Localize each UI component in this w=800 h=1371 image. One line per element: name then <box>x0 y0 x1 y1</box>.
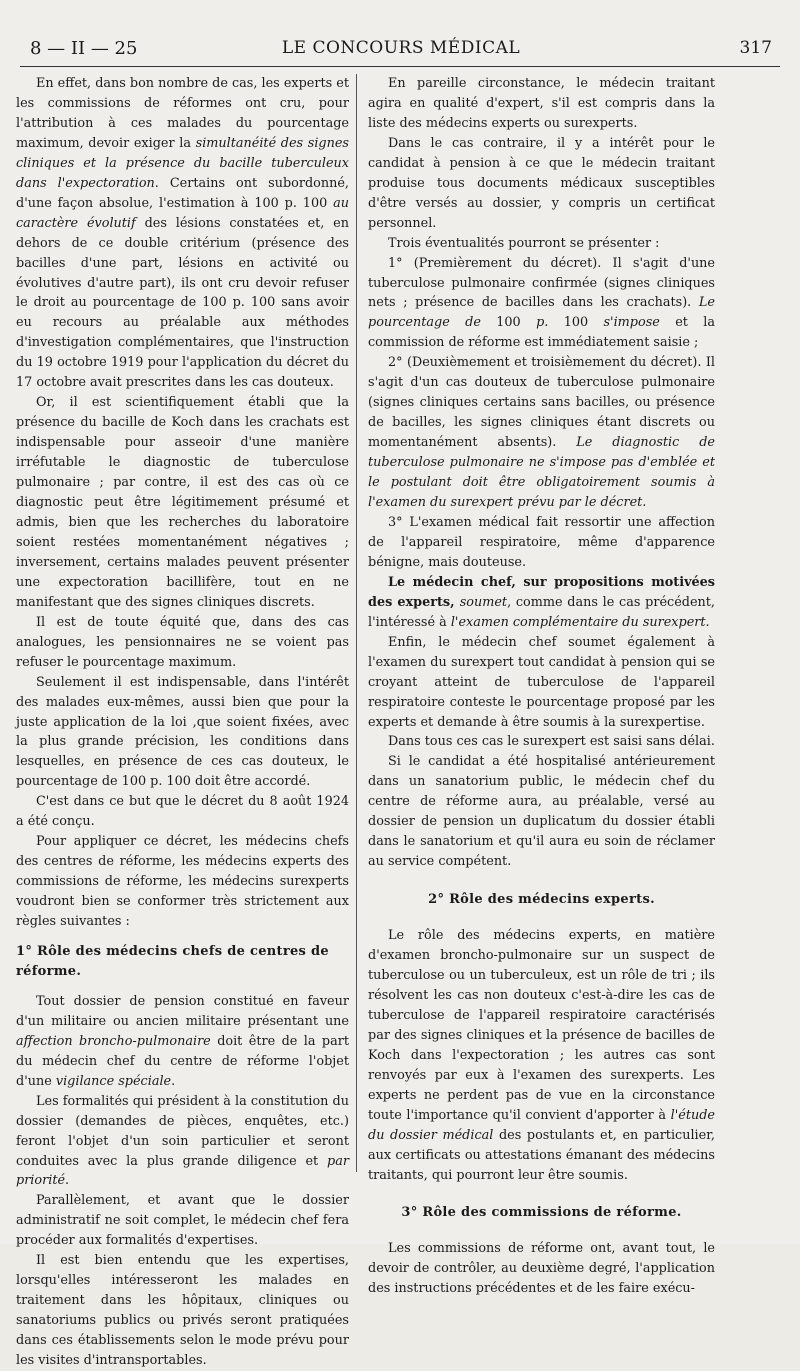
paragraph: Seulement il est indispensable, dans l'intérêt des malades eux-mêmes, aussi bien que pour la juste application de la loi ,que soient fixées, avec la plus grande précision, les conditions dans lesquelles, en présence de ces cas douteux, le pourcentage de 100 p. 100 doit être accordé. <box>16 674 349 790</box>
paragraph: Les formalités qui président à la constitution du dossier (demandes de pièces, enquêtes, etc.) feront l'objet d'un soin particulier et seront conduites avec la plus grande diligence et par priorité. <box>16 1093 349 1189</box>
right-column <box>368 74 715 1299</box>
paragraph: Le rôle des médecins experts, en matière d'examen broncho-pulmonaire sur un suspect de tuberculose ou un tuberculeux, est un rôle de tri ; ils résolvent les cas non douteux c'est-à-dire les cas de tuberculose de l'appareil respiratoire caractérisés par des signes cliniques et la présence de bacilles de Koch dans l'expectoration ; les autres cas sont renvoyés par eux à l'examen des surexperts. Les experts ne perdent pas de vue en la circonstance toute l'importance qu'il convient d'apporter à l'étude du dossier médical des postulants et, en particulier, aux certificats ou attestations émanant des médecins traitants, qui pourront leur être soumis. <box>368 928 715 1183</box>
column-divider <box>356 74 357 1172</box>
paragraph: 1° (Premièrement du décret). Il s'agit d'une tuberculose pulmonaire confirmée (signes cliniques nets ; présence de bacilles dans les crachats). Le pourcentage de 100 p. 100 s'impose et la commission de réforme est immédiatement saisie ; <box>368 255 716 351</box>
paragraph: Trois éventualités pourront se présenter : <box>388 235 660 251</box>
journal-title: LE CONCOURS MÉDICAL <box>281 38 521 58</box>
paragraph: Les commissions de réforme ont, avant tout, le devoir de contrôler, au deuxième degré, l'application des instructions précédentes et de les faire exécu- <box>368 1241 715 1297</box>
header-date: 8 — II — 25 <box>30 38 138 59</box>
spacer <box>368 872 715 882</box>
paragraph: En pareille circonstance, le médecin traitant agira en qualité d'expert, s'il est compris dans la liste des médecins experts ou surexperts. <box>368 76 715 131</box>
paragraph: 2° (Deuxièmement et troisièmement du décret). Il s'agit d'un cas douteux de tuberculose pulmonaire (signes cliniques certains sans bacilles, ou présence de bacilles, les signes cliniques étant discrets ou momentanément absents). Le diagnostic de tuberculose pulmonaire ne s'impose pas d'emblée et le postulant doit être obligatoirement soumis à l'examen du surexpert prévu par le décret. <box>368 355 716 511</box>
paragraph: Le médecin chef, sur propositions motivées des experts, soumet, comme dans le cas précédent, l'intéressé à l'examen complémentaire du surexpert. <box>368 574 715 630</box>
section-heading: 2° Rôle des médecins experts. <box>428 892 655 908</box>
paragraph: Tout dossier de pension constitué en faveur d'un militaire ou ancien militaire présentant une affection broncho-pulmonaire doit être de la part du médecin chef du centre de réforme l'objet d'une vigilance spéciale. <box>16 993 349 1089</box>
paragraph: C'est dans ce but que le décret du 8 août 1924 a été conçu. <box>16 794 349 830</box>
spacer <box>368 1229 715 1239</box>
paragraph: Dans tous ces cas le surexpert est saisi sans délai. <box>388 734 715 750</box>
paragraph: Il est bien entendu que les expertises, lorsqu'elles intéresseront les malades en traitement dans les hôpitaux, cliniques ou sanatoriums publics ou privés seront pratiquées dans ces établissements selon le mode prévu pour les visites d'intransportables. <box>16 1253 349 1369</box>
paragraph: Si le candidat a été hospitalisé antérieurement dans un sanatorium public, le médecin chef du centre de réforme aura, au préalable, versé au dossier de pension un duplicatum du dossier établi dans le sanatorium et qu'il aura eu soin de réclamer au service compétent. <box>368 754 715 870</box>
left-column <box>16 74 349 1371</box>
page-number: 317 <box>739 38 772 58</box>
paragraph: En effet, dans bon nombre de cas, les experts et les commissions de réformes ont cru, pour l'attribution à ces malades du pourcentage maximum, devoir exiger la simultanéité des signes cliniques et la présence du bacille tuberculeux dans l'expectoration. Certains ont subordonné, d'une façon absolue, l'estimation à 100 p. 100 au caractère évolutif des lésions constatées et, en dehors de ce double critérium (présence des bacilles d'une part, lésions en activité ou évolutives d'autre part), ils ont cru devoir refuser le droit au pourcentage de 100 p. 100 sans avoir eu recours au préalable aux méthodes d'investigation complémentaires, que l'instruction du 19 octobre 1919 pour l'application du décret du 17 octobre avait prescrites dans les cas douteux. <box>16 76 349 391</box>
header-rule <box>20 66 780 67</box>
spacer <box>368 1185 715 1195</box>
paragraph: Or, il est scientifiquement établi que la présence du bacille de Koch dans les crachats est indispensable pour asseoir d'une manière irréfutable le diagnostic de tuberculose pulmonaire ; par contre, il est des cas où ce diagnostic peut être légitimement présumé et admis, bien que les recherches du laboratoire soient restées momentanément négatives ; inversement, certains malades peuvent présenter une expectoration bacillifère, tout en ne manifestant que des signes cliniques discrets. <box>16 395 349 610</box>
paragraph: Pour appliquer ce décret, les médecins chefs des centres de réforme, les médecins experts des commissions de réforme, les médecins surexperts voudront bien se conformer très strictement aux règles suivantes : <box>16 834 349 930</box>
paragraph: Dans le cas contraire, il y a intérêt pour le candidat à pension à ce que le médecin traitant produise tous documents médicaux susceptibles d'être versés au dossier, y compris un certificat personnel. <box>368 135 715 231</box>
paragraph: 3° L'examen médical fait ressortir une affection de l'appareil respiratoire, même d'apparence bénigne, mais douteuse. <box>368 514 715 570</box>
paragraph: Il est de toute équité que, dans des cas analogues, les pensionnaires ne se voient pas refuser le pourcentage maximum. <box>16 614 349 670</box>
paragraph: Enfin, le médecin chef soumet également à l'examen du surexpert tout candidat à pension qui se croyant atteint de tuberculose de l'appareil respiratoire conteste le pourcentage proposé par les experts et demande à être soumis à la surexpertise. <box>368 634 715 730</box>
section-heading: 3° Rôle des commissions de réforme. <box>401 1205 682 1221</box>
spacer <box>368 916 715 926</box>
section-heading: 1° Rôle des médecins chefs de centres de réforme. <box>16 943 329 979</box>
running-header <box>30 38 772 62</box>
paragraph: Parallèlement, et avant que le dossier administratif ne soit complet, le médecin chef fera procéder aux formalités d'expertises. <box>16 1193 349 1249</box>
